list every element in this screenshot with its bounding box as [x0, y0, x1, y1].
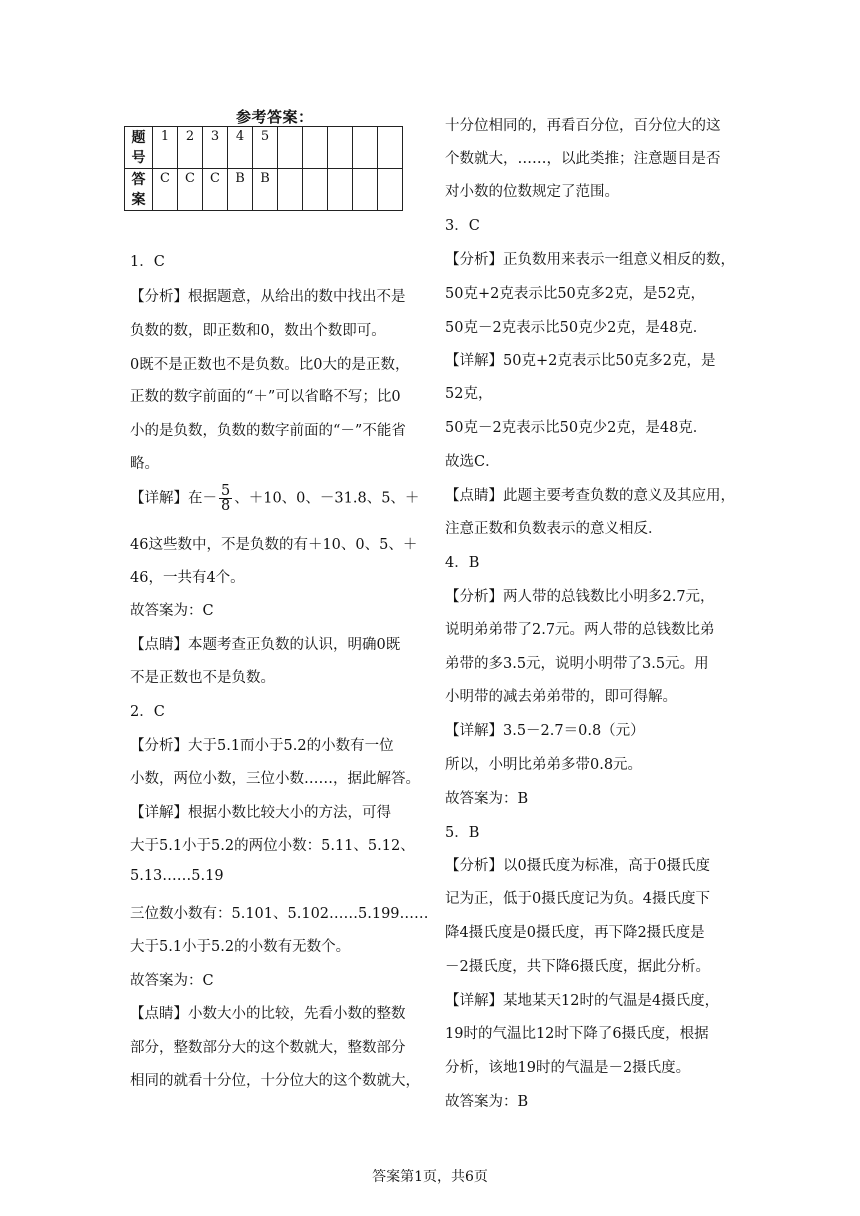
- text-line: 十分位相同的，再看百分位，百分位大的这: [445, 118, 721, 134]
- text-line: 50克－2克表示比50克少2克，是48克．: [445, 420, 708, 436]
- text-line: 1．C: [130, 254, 165, 270]
- text-line: 所以，小明比弟弟多带0.8元。: [445, 757, 643, 773]
- text-line: 对小数的位数规定了范围。: [445, 184, 619, 200]
- text-line: 3．C: [445, 218, 480, 234]
- table-cell: 1: [153, 127, 178, 169]
- text-line: 5．B: [445, 825, 480, 841]
- answer-key-title: 参考答案：: [236, 108, 314, 126]
- text-line: 正数的数字前面的“＋”可以省略不写；比0: [130, 389, 401, 405]
- text-line: 略。: [130, 456, 159, 472]
- row-label-answer: 答案: [125, 169, 153, 211]
- text-line: 【详解】某地某天12时的气温是4摄氏度，: [445, 993, 720, 1009]
- page-footer: 答案第1页，共6页: [372, 1169, 488, 1185]
- fraction-line-prefix: 【详解】在－: [130, 490, 217, 507]
- text-line: 小数，两位小数，三位小数……，据此解答。: [130, 771, 420, 787]
- text-line: 记为正，低于0摄氏度记为负。4摄氏度下: [445, 891, 710, 907]
- table-cell: 2: [178, 127, 203, 169]
- text-line: 不是正数也不是负数。: [130, 670, 275, 686]
- text-line: 4．B: [445, 555, 480, 571]
- text-line: 【分析】大于5.1而小于5.2的小数有一位: [130, 738, 394, 754]
- table-cell: C: [178, 169, 203, 211]
- text-line: 分析，该地19时的气温是－2摄氏度。: [445, 1060, 691, 1076]
- fraction-line-suffix: 、＋10、0、－31.8、5、＋: [234, 490, 420, 507]
- text-line: 50克+2克表示比50克多2克，是52克，: [445, 286, 705, 302]
- text-line: 大于5.1小于5.2的两位小数：5.11、5.12、: [130, 838, 415, 854]
- text-line: 【详解】50克+2克表示比50克多2克，是: [445, 353, 716, 369]
- table-cell: B: [228, 169, 253, 211]
- table-cell: 3: [203, 127, 228, 169]
- text-line: 【详解】3.5－2.7＝0.8（元）: [445, 723, 645, 739]
- text-line: 【分析】正负数用来表示一组意义相反的数，: [445, 252, 735, 268]
- right-column: [445, 0, 750, 1216]
- text-line: 【点睛】此题主要考查负数的意义及其应用，: [445, 488, 735, 504]
- text-line: 故答案为：C: [130, 973, 214, 989]
- text-line: 故选C．: [445, 454, 500, 470]
- text-line: 三位数小数有：5.101、5.102……5.199……: [130, 906, 429, 922]
- text-line: 【点睛】本题考查正负数的认识，明确0既: [130, 637, 401, 653]
- text-line: 降4摄氏度是0摄氏度，再下降2摄氏度是: [445, 925, 705, 941]
- text-line: 部分，整数部分大的这个数就大，整数部分: [130, 1040, 406, 1056]
- text-line: 【详解】根据小数比较大小的方法，可得: [130, 805, 391, 821]
- table-cell: C: [153, 169, 178, 211]
- text-line: 50克－2克表示比50克少2克，是48克．: [445, 320, 708, 336]
- text-line: 46，一共有4个。: [130, 570, 245, 586]
- text-line: 注意正数和负数表示的意义相反．: [445, 521, 663, 537]
- text-line: 【分析】根据题意，从给出的数中找出不是: [130, 289, 406, 305]
- text-line: 说明弟弟带了2.7元。两人带的总钱数比弟: [445, 622, 715, 638]
- text-line: 个数就大，……，以此类推；注意题目是否: [445, 151, 721, 167]
- text-line: 故答案为：C: [130, 603, 214, 619]
- text-line: 0既不是正数也不是负数。比0大的是正数，: [130, 357, 410, 373]
- fraction-denominator: 8: [221, 498, 231, 514]
- text-line: 46这些数中，不是负数的有＋10、0、5、＋: [130, 537, 418, 553]
- fraction-line: [130, 484, 419, 513]
- text-line: 故答案为：B: [445, 791, 529, 807]
- text-line: 大于5.1小于5.2的小数有无数个。: [130, 939, 351, 955]
- text-line: 5.13……5.19: [130, 868, 224, 884]
- text-line: 52克，: [445, 386, 493, 402]
- table-cell: C: [203, 169, 228, 211]
- left-column: [130, 0, 430, 1216]
- text-line: 负数的数，即正数和0，数出个数即可。: [130, 323, 386, 339]
- text-line: 【分析】两人带的总钱数比小明多2.7元，: [445, 589, 715, 605]
- row-label-question: 题号: [125, 127, 153, 169]
- table-cell: B: [253, 169, 278, 211]
- text-line: 小的是负数，负数的数字前面的“－”不能省: [130, 423, 406, 439]
- text-line: 小明带的减去弟弟带的，即可得解。: [445, 689, 677, 705]
- text-line: 相同的就看十分位，十分位大的这个数就大，: [130, 1073, 420, 1089]
- table-cell: 4: [228, 127, 253, 169]
- text-line: 19时的气温比12时下降了6摄氏度，根据: [445, 1026, 709, 1042]
- table-cell: 5: [253, 127, 278, 169]
- fraction-numerator: 5: [221, 483, 231, 499]
- text-line: 2．C: [130, 704, 165, 720]
- fraction: [219, 484, 232, 513]
- text-line: 弟带的多3.5元，说明小明带了3.5元。用: [445, 656, 709, 672]
- text-line: 【分析】以0摄氏度为标准，高于0摄氏度: [445, 858, 710, 874]
- text-line: 【点睛】小数大小的比较，先看小数的整数: [130, 1006, 406, 1022]
- text-line: 故答案为：B: [445, 1094, 529, 1110]
- text-line: －2摄氏度，共下降6摄氏度，据此分析。: [445, 959, 710, 975]
